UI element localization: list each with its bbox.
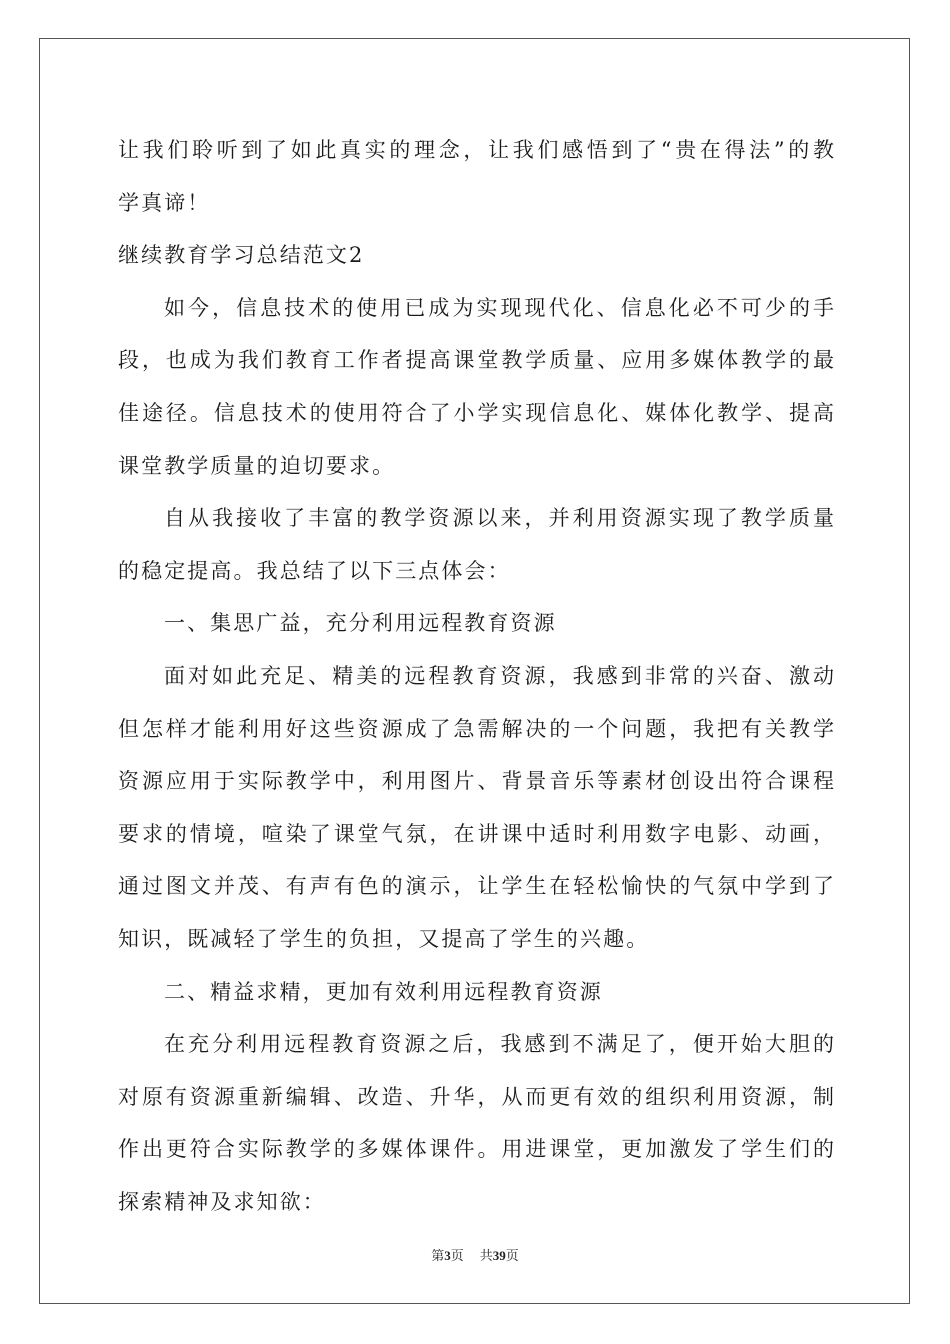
section-title: 继续教育学习总结范文2 <box>118 243 365 268</box>
total-prefix: 共 <box>479 1248 493 1263</box>
total-suffix: 页 <box>505 1248 519 1263</box>
text-line: 的稳定提高。我总结了以下三点体会： <box>118 558 511 583</box>
text-line: 让我们聆听到了如此真实的理念，让我们感悟到了“贵在得法”的教 <box>118 138 834 162</box>
text-line: 资源应用于实际教学中，利用图片、背景音乐等素材创设出符合课程 <box>118 769 834 794</box>
text-line: 通过图文并茂、有声有色的演示，让学生在轻松愉快的气氛中学到了 <box>118 874 834 899</box>
text-line: 知识，既减轻了学生的负担，又提高了学生的兴趣。 <box>118 926 650 951</box>
text-line: 面对如此充足、精美的远程教育资源，我感到非常的兴奋、激动 <box>164 663 834 688</box>
text-line: 学真谛！ <box>118 190 211 215</box>
text-line: 如今，信息技术的使用已成为实现现代化、信息化必不可少的手 <box>164 295 834 320</box>
text-line: 自从我接收了丰富的教学资源以来，并利用资源实现了教学质量 <box>164 506 834 531</box>
text-line: 在充分利用远程教育资源之后，我感到不满足了，便开始大胆的 <box>164 1032 834 1057</box>
document-body <box>118 124 834 1228</box>
text-line: 课堂教学质量的迫切要求。 <box>118 453 396 478</box>
text-line: 佳途径。信息技术的使用符合了小学实现信息化、媒体化教学、提高 <box>118 400 834 425</box>
text-line: 作出更符合实际教学的多媒体课件。用进课堂，更加激发了学生们的 <box>118 1137 834 1162</box>
page-prefix: 第 <box>431 1248 445 1263</box>
total-pages: 39 <box>492 1248 506 1263</box>
subheading: 二、精益求精，更加有效利用远程教育资源 <box>164 979 603 1004</box>
page-footer <box>0 1245 950 1264</box>
text-line: 探索精神及求知欲： <box>118 1189 326 1214</box>
text-line: 要求的情境，喧染了课堂气氛，在讲课中适时利用数字电影、动画， <box>118 821 834 846</box>
text-line: 对原有资源重新编辑、改造、升华，从而更有效的组织利用资源，制 <box>118 1084 834 1109</box>
text-line: 段，也成为我们教育工作者提高课堂教学质量、应用多媒体教学的最 <box>118 348 834 373</box>
subheading: 一、集思广益，充分利用远程教育资源 <box>164 611 557 636</box>
page-number: 3 <box>444 1248 451 1263</box>
text-line: 但怎样才能利用好这些资源成了急需解决的一个问题，我把有关教学 <box>118 716 834 741</box>
page-suffix: 页 <box>450 1248 464 1263</box>
